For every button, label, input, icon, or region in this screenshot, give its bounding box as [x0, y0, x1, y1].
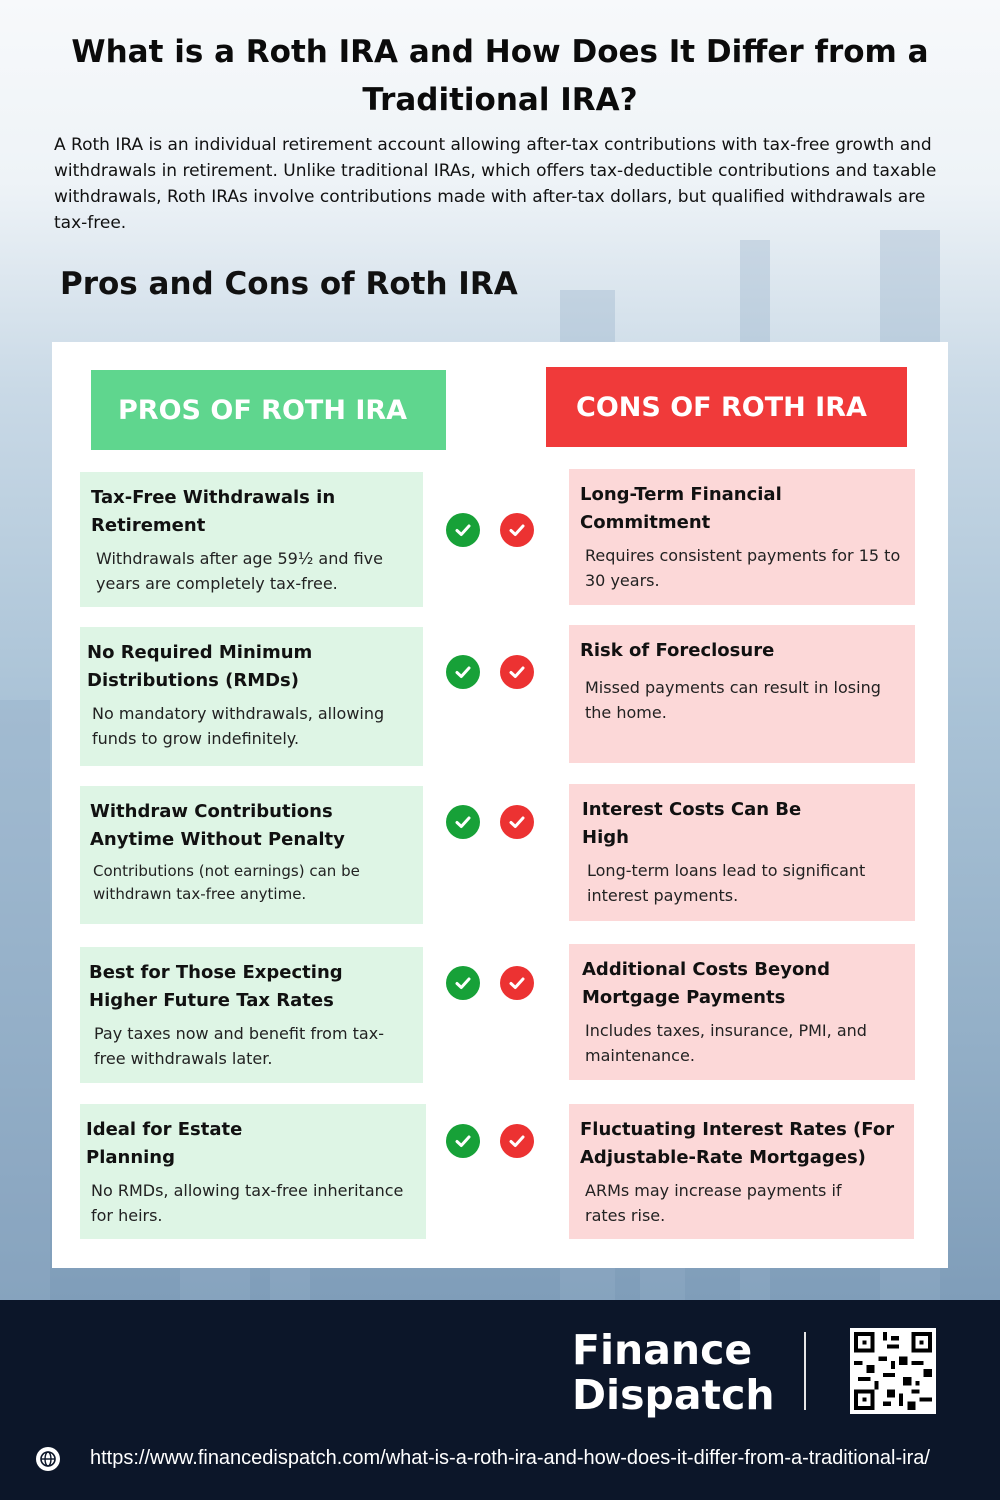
pro-desc: No RMDs, allowing tax-free inheritance for heirs.: [91, 1181, 404, 1225]
brand-logo[interactable]: [572, 1328, 775, 1418]
pro-desc: Pay taxes now and benefit from tax-free withdrawals later.: [94, 1024, 384, 1068]
check-circle-icon: [500, 513, 534, 547]
pro-card: [80, 1104, 426, 1239]
check-circle-icon: [446, 1124, 480, 1158]
pros-header: PROS OF ROTH IRA: [91, 370, 446, 450]
con-card: [569, 784, 915, 921]
brand-line1: Finance: [572, 1326, 753, 1374]
pro-title: Withdraw Contributions Anytime Without Penalty: [90, 801, 345, 850]
check-circle-icon: [446, 513, 480, 547]
source-url[interactable]: https://www.financedispatch.com/what-is-a-roth-ira-and-how-does-it-differ-from-a-traditional-ira/: [90, 1447, 930, 1469]
footer-divider: [804, 1332, 806, 1410]
con-title: Long-Term Financial Commitment: [580, 484, 782, 533]
cons-header: CONS OF ROTH IRA: [546, 367, 907, 447]
pro-title: Ideal for Estate Planning: [86, 1119, 243, 1168]
pro-desc: No mandatory withdrawals, allowing funds to grow indefinitely.: [92, 704, 385, 748]
check-circle-icon: [446, 655, 480, 689]
pro-card: [80, 786, 423, 924]
pro-card: [80, 947, 423, 1083]
con-title: Fluctuating Interest Rates (For Adjustable-Rate Mortgages): [580, 1119, 895, 1168]
con-card: [569, 625, 915, 763]
con-desc: Long-term loans lead to significant interest payments.: [587, 861, 866, 905]
check-circle-icon: [446, 805, 480, 839]
pro-title: Tax-Free Withdrawals in Retirement: [91, 487, 336, 536]
pro-title: No Required Minimum Distributions (RMDs): [87, 642, 313, 691]
con-desc: ARMs may increase payments if rates rise.: [585, 1181, 842, 1225]
con-card: [569, 944, 915, 1080]
section-subheading: Pros and Cons of Roth IRA: [60, 266, 518, 302]
check-circle-icon: [446, 966, 480, 1000]
page-title: What is a Roth IRA and How Does It Differ from a Traditional IRA?: [71, 34, 929, 118]
con-desc: Missed payments can result in losing the home.: [585, 678, 881, 722]
qr-code[interactable]: [850, 1328, 936, 1414]
globe-icon: [36, 1447, 60, 1471]
con-title: Risk of Foreclosure: [580, 640, 775, 661]
con-title: Additional Costs Beyond Mortgage Payments: [582, 959, 831, 1008]
con-card: [569, 469, 915, 605]
brand-line2: Dispatch: [572, 1371, 775, 1419]
pro-desc: Contributions (not earnings) can be withdrawn tax-free anytime.: [93, 862, 360, 903]
pro-card: [80, 472, 423, 607]
intro-paragraph: A Roth IRA is an individual retirement account allowing after-tax contributions with tax-free growth and withdrawals in retirement. Unlike traditional IRAs, which offers tax-deductible contributions and taxable withdrawals, Roth IRAs involve contributions made with after-tax dollars, but qualified withdrawals are tax-free.: [54, 135, 937, 233]
con-card: [569, 1104, 914, 1239]
check-circle-icon: [500, 966, 534, 1000]
pro-desc: Withdrawals after age 59½ and five years are completely tax-free.: [96, 549, 383, 593]
check-circle-icon: [500, 1124, 534, 1158]
con-title: Interest Costs Can Be High: [582, 799, 802, 848]
con-desc: Requires consistent payments for 15 to 30 years.: [585, 546, 901, 590]
check-circle-icon: [500, 805, 534, 839]
pro-title: Best for Those Expecting Higher Future Tax Rates: [89, 962, 343, 1011]
pro-card: [80, 627, 423, 766]
con-desc: Includes taxes, insurance, PMI, and maintenance.: [585, 1021, 867, 1065]
check-circle-icon: [500, 655, 534, 689]
